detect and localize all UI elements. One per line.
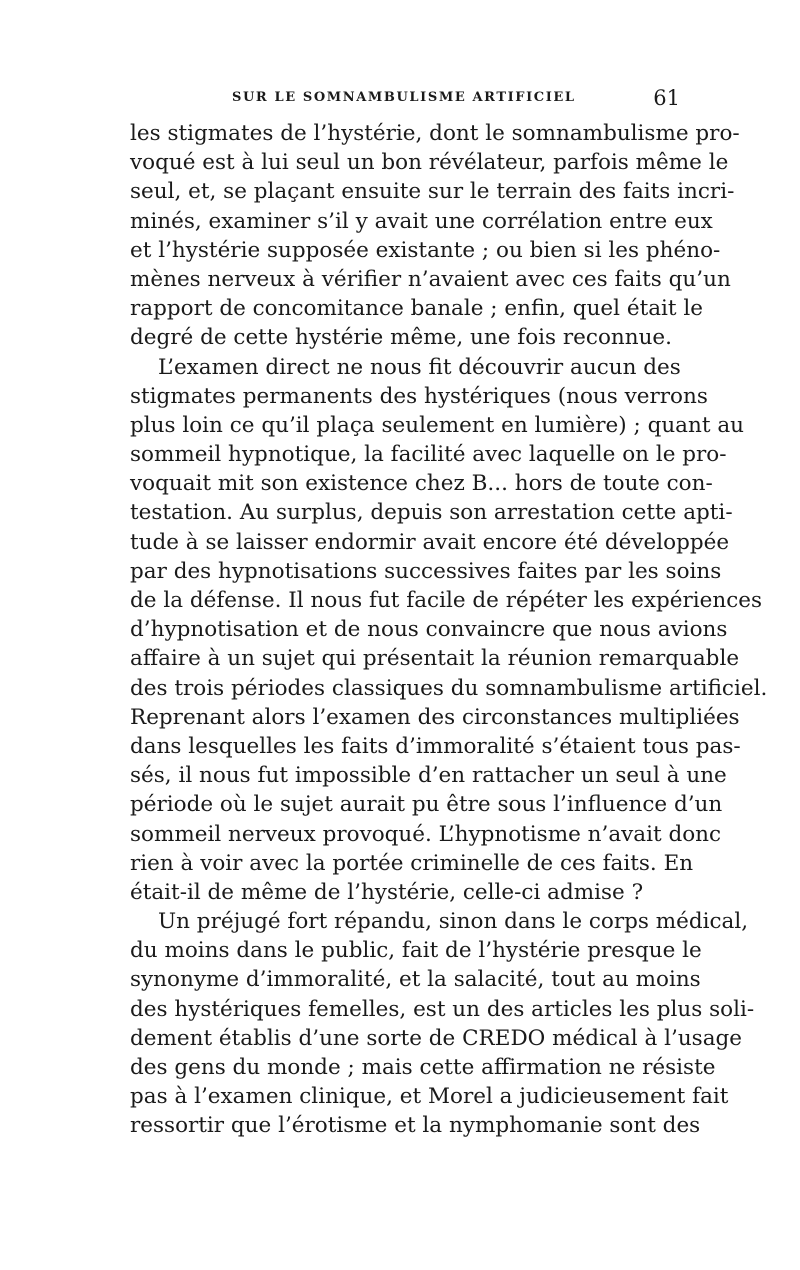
text-line: stigmates permanents des hystériques (nous verrons bbox=[130, 383, 708, 409]
text-line: seul, et, se plaçant ensuite sur le terrain des faits incri- bbox=[130, 179, 735, 205]
text-line: Reprenant alors l’examen des circonstances multipliées bbox=[130, 704, 740, 730]
text-line: Un préjugé fort répandu, sinon dans le corps médical, bbox=[158, 909, 749, 935]
text-line: par des hypnotisations successives faites par les soins bbox=[130, 558, 722, 584]
text-line: était-il de même de l’hystérie, celle-ci admise ? bbox=[130, 879, 644, 905]
text-line: rien à voir avec la portée criminelle de ces faits. En bbox=[130, 850, 694, 876]
text-line: dement établis d’une sorte de CREDO médical à l’usage bbox=[130, 1025, 743, 1051]
text-line: et l’hystérie supposée existante ; ou bien si les phéno- bbox=[130, 237, 721, 263]
running-header bbox=[130, 88, 680, 112]
text-line: dans lesquelles les faits d’immoralité s’étaient tous pas- bbox=[130, 733, 741, 759]
text-line: de la défense. Il nous fut facile de répéter les expériences bbox=[130, 588, 763, 613]
text-line: des hystériques femelles, est un des articles les plus soli- bbox=[130, 996, 755, 1022]
text-line: degré de cette hystérie même, une fois reconnue. bbox=[130, 325, 672, 351]
text-line: des gens du monde ; mais cette affirmation ne résiste bbox=[130, 1055, 716, 1080]
text-line: ressortir que l’érotisme et la nymphomanie sont des bbox=[130, 1113, 701, 1139]
text-line: voqué est à lui seul un bon révélateur, parfois même le bbox=[130, 150, 729, 176]
text-line: affaire à un sujet qui présentait la réunion remarquable bbox=[130, 646, 740, 672]
text-line: du moins dans le public, fait de l’hystérie presque le bbox=[130, 938, 702, 964]
text-line: L’examen direct ne nous fit découvrir aucun des bbox=[158, 354, 681, 380]
text-line: sommeil hypnotique, la facilité avec laquelle on le pro- bbox=[130, 442, 727, 468]
text-line: pas à l’examen clinique, et Morel a judicieusement fait bbox=[130, 1084, 729, 1110]
text-line: sommeil nerveux provoqué. L’hypnotisme n’avait donc bbox=[130, 821, 722, 847]
text-line: plus loin ce qu’il plaça seulement en lumière) ; quant au bbox=[130, 412, 744, 438]
text-line: mènes nerveux à vérifier n’avaient avec ces faits qu’un bbox=[130, 266, 731, 292]
text-line: minés, examiner s’il y avait une corrélation entre eux bbox=[130, 208, 713, 234]
text-line: synonyme d’immoralité, et la salacité, tout au moins bbox=[130, 967, 701, 993]
text-line: tude à se laisser endormir avait encore été développée bbox=[130, 529, 730, 555]
text-line: des trois périodes classiques du somnambulisme artificiel. bbox=[130, 675, 768, 701]
text-line: sés, il nous fut impossible d’en rattacher un seul à une bbox=[130, 763, 727, 789]
text-line: rapport de concomitance banale ; enfin, quel était le bbox=[130, 296, 703, 322]
text-line: période où le sujet aurait pu être sous l’influence d’un bbox=[130, 792, 723, 818]
text-line: testation. Au surplus, depuis son arrestation cette apti- bbox=[130, 500, 733, 526]
text-line: d’hypnotisation et de nous convaincre que nous avions bbox=[130, 617, 728, 643]
running-title: SUR LE SOMNAMBULISME ARTIFICIEL bbox=[232, 90, 576, 105]
text-line: les stigmates de l’hystérie, dont le somnambulisme pro- bbox=[130, 121, 740, 146]
body-text bbox=[130, 119, 768, 1141]
text-line: voquait mit son existence chez B... hors de toute con- bbox=[130, 471, 713, 497]
page-number: 61 bbox=[653, 86, 680, 110]
